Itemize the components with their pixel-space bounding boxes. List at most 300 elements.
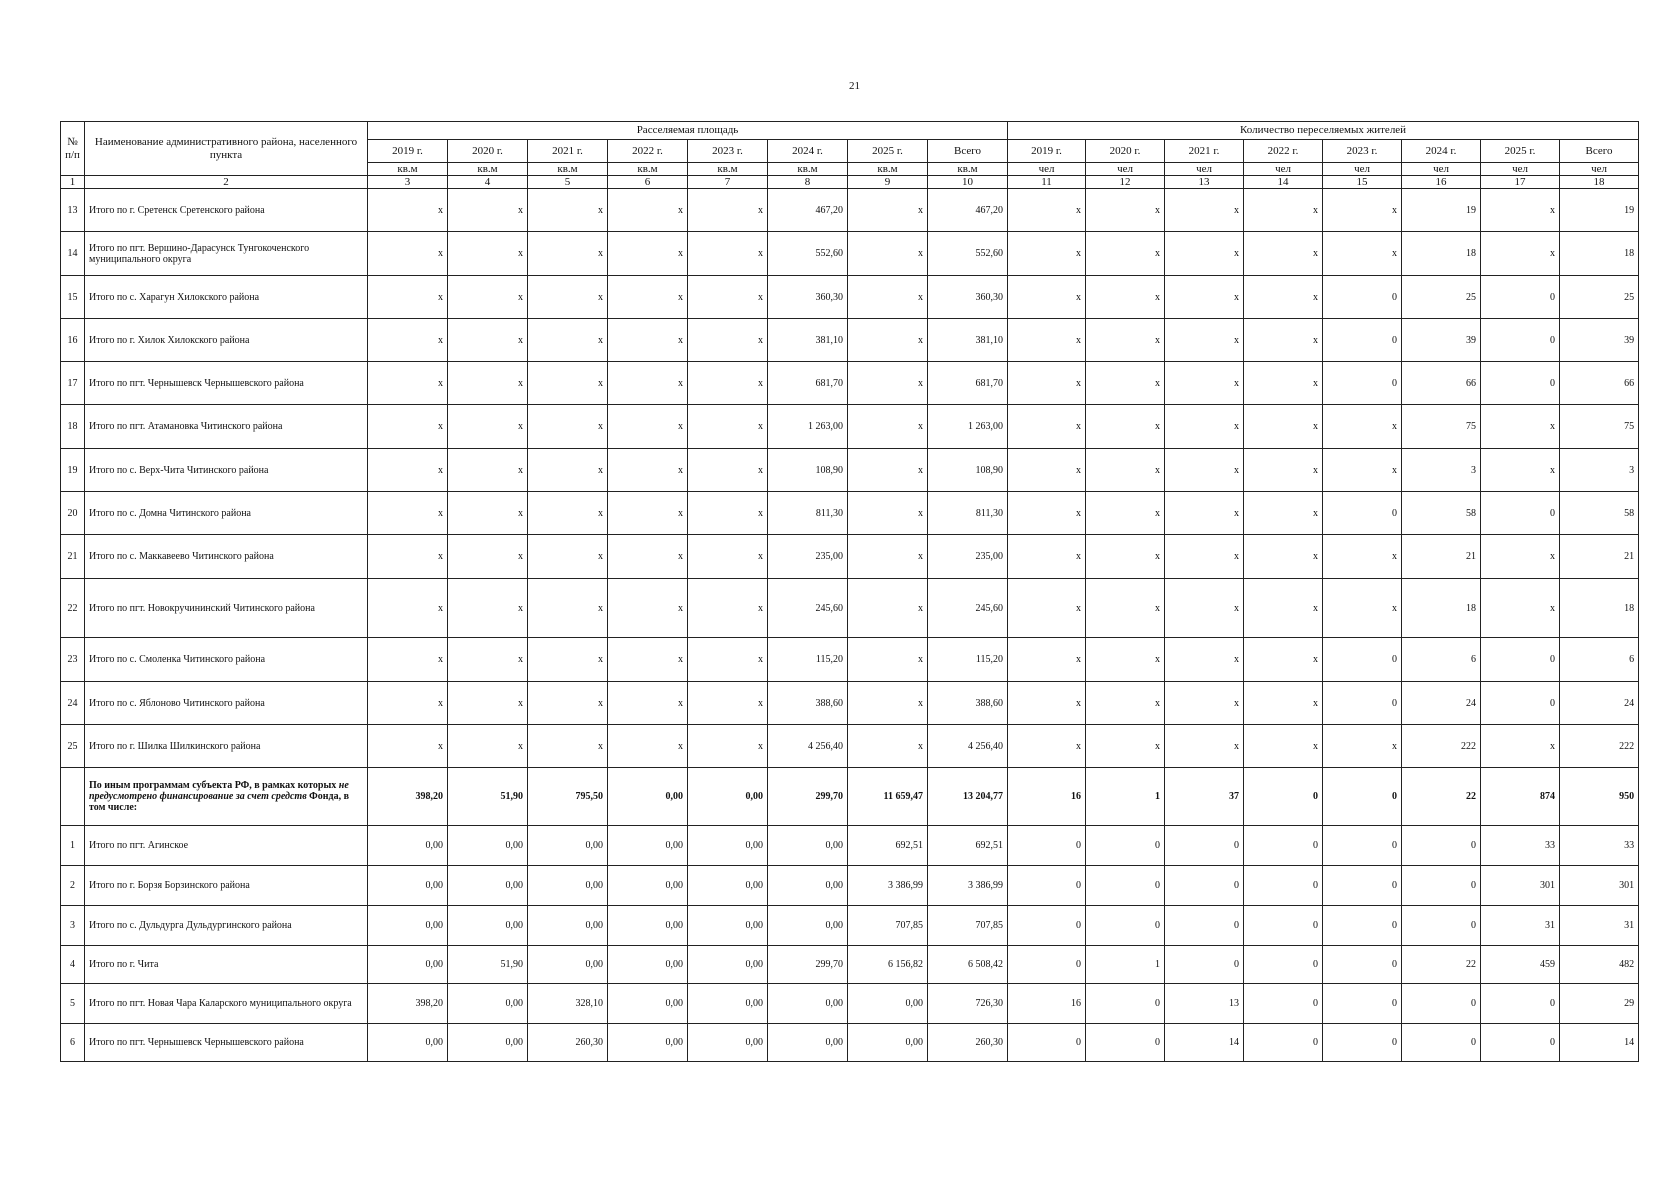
people-cell: x: [1008, 189, 1086, 232]
header-unit-people: чел: [1323, 163, 1402, 176]
area-cell: x: [528, 579, 608, 638]
header-column-number: 12: [1086, 176, 1165, 189]
header-unit-people: чел: [1481, 163, 1560, 176]
area-cell: 0,00: [528, 946, 608, 984]
people-cell: 22: [1402, 768, 1481, 826]
row-name: Итого по г. Шилка Шилкинского района: [85, 725, 368, 768]
people-cell: x: [1086, 535, 1165, 579]
area-cell: 681,70: [768, 362, 848, 405]
people-cell: 0: [1323, 946, 1402, 984]
people-cell: 0: [1323, 276, 1402, 319]
people-cell: x: [1008, 492, 1086, 535]
area-cell: x: [368, 276, 448, 319]
people-cell: x: [1086, 579, 1165, 638]
area-cell: x: [848, 232, 928, 276]
people-cell: 24: [1560, 682, 1639, 725]
people-cell: x: [1244, 276, 1323, 319]
area-cell: 398,20: [368, 768, 448, 826]
area-cell: 0,00: [768, 826, 848, 866]
area-cell: 0,00: [608, 1024, 688, 1062]
people-cell: 58: [1560, 492, 1639, 535]
table-row: [61, 866, 1639, 906]
table-row: [61, 405, 1639, 449]
area-cell: 0,00: [688, 866, 768, 906]
people-cell: 6: [1560, 638, 1639, 682]
header-year-people: 2022 г.: [1244, 140, 1323, 163]
header-column-number: 8: [768, 176, 848, 189]
area-cell: 707,85: [928, 906, 1008, 946]
people-cell: x: [1481, 232, 1560, 276]
area-cell: x: [528, 492, 608, 535]
people-cell: 0: [1165, 906, 1244, 946]
header-unit-people: чел: [1008, 163, 1086, 176]
people-cell: x: [1165, 492, 1244, 535]
header-column-number: 9: [848, 176, 928, 189]
people-cell: x: [1086, 449, 1165, 492]
header-year-area: 2020 г.: [448, 140, 528, 163]
area-cell: 4 256,40: [928, 725, 1008, 768]
area-cell: x: [608, 189, 688, 232]
area-cell: 0,00: [528, 826, 608, 866]
area-cell: x: [848, 362, 928, 405]
table-row: [61, 492, 1639, 535]
people-cell: 0: [1323, 826, 1402, 866]
people-cell: x: [1086, 362, 1165, 405]
header-unit-people: чел: [1086, 163, 1165, 176]
people-cell: 0: [1402, 866, 1481, 906]
area-cell: 3 386,99: [928, 866, 1008, 906]
people-cell: x: [1008, 682, 1086, 725]
area-cell: 811,30: [928, 492, 1008, 535]
header-year-area: 2021 г.: [528, 140, 608, 163]
people-cell: x: [1481, 579, 1560, 638]
people-cell: 0: [1244, 866, 1323, 906]
people-cell: x: [1086, 276, 1165, 319]
area-cell: x: [688, 579, 768, 638]
table-row: [61, 535, 1639, 579]
area-cell: x: [608, 492, 688, 535]
people-cell: x: [1244, 638, 1323, 682]
area-cell: 51,90: [448, 946, 528, 984]
people-cell: 0: [1481, 682, 1560, 725]
people-cell: x: [1086, 405, 1165, 449]
area-cell: 388,60: [768, 682, 848, 725]
area-cell: x: [848, 638, 928, 682]
area-cell: 0,00: [448, 866, 528, 906]
people-cell: x: [1086, 232, 1165, 276]
people-cell: 1: [1086, 768, 1165, 826]
area-cell: 0,00: [688, 906, 768, 946]
row-number: 17: [61, 362, 85, 405]
people-cell: x: [1008, 319, 1086, 362]
people-cell: x: [1481, 405, 1560, 449]
people-cell: x: [1244, 189, 1323, 232]
area-cell: 1 263,00: [768, 405, 848, 449]
area-cell: 795,50: [528, 768, 608, 826]
people-cell: 18: [1560, 579, 1639, 638]
area-cell: 299,70: [768, 768, 848, 826]
people-cell: 0: [1481, 1024, 1560, 1062]
people-cell: x: [1481, 449, 1560, 492]
row-number: 24: [61, 682, 85, 725]
people-cell: 0: [1323, 906, 1402, 946]
area-cell: x: [368, 725, 448, 768]
area-cell: x: [848, 189, 928, 232]
people-cell: 13: [1165, 984, 1244, 1024]
program-name-italic: не предусмотрено финансирование за счет средств: [89, 780, 349, 803]
area-cell: x: [528, 682, 608, 725]
row-name: Итого по с. Харагун Хилокского района: [85, 276, 368, 319]
people-cell: x: [1008, 405, 1086, 449]
header-column-number: 1: [61, 176, 85, 189]
header-unit-area: кв.м: [368, 163, 448, 176]
header-unit-area: кв.м: [848, 163, 928, 176]
header-year-people: 2025 г.: [1481, 140, 1560, 163]
row-number: 3: [61, 906, 85, 946]
row-number: 5: [61, 984, 85, 1024]
area-cell: 0,00: [688, 1024, 768, 1062]
area-cell: 260,30: [528, 1024, 608, 1062]
header-year-people: 2024 г.: [1402, 140, 1481, 163]
people-cell: x: [1086, 492, 1165, 535]
area-cell: 0,00: [528, 866, 608, 906]
resettlement-table: [60, 121, 1639, 1062]
header-year-area: 2023 г.: [688, 140, 768, 163]
area-cell: x: [448, 682, 528, 725]
row-number: 18: [61, 405, 85, 449]
area-cell: 0,00: [848, 984, 928, 1024]
people-cell: 31: [1481, 906, 1560, 946]
area-cell: 6 156,82: [848, 946, 928, 984]
people-cell: 222: [1560, 725, 1639, 768]
area-cell: x: [608, 535, 688, 579]
table-row: [61, 906, 1639, 946]
area-cell: 360,30: [768, 276, 848, 319]
people-cell: x: [1165, 405, 1244, 449]
people-cell: 0: [1008, 1024, 1086, 1062]
row-name: Итого по с. Дульдурга Дульдургинского района: [85, 906, 368, 946]
people-cell: x: [1008, 535, 1086, 579]
header-column-number: 11: [1008, 176, 1086, 189]
people-cell: 0: [1323, 984, 1402, 1024]
people-cell: 459: [1481, 946, 1560, 984]
row-name: Итого по г. Сретенск Сретенского района: [85, 189, 368, 232]
table-row: [61, 768, 1639, 826]
table-row: [61, 319, 1639, 362]
people-cell: 0: [1481, 638, 1560, 682]
people-cell: x: [1244, 725, 1323, 768]
row-number: [61, 768, 85, 826]
people-cell: 21: [1402, 535, 1481, 579]
people-cell: 75: [1402, 405, 1481, 449]
table-row: [61, 189, 1639, 232]
area-cell: x: [688, 405, 768, 449]
people-cell: x: [1008, 638, 1086, 682]
people-cell: x: [1086, 725, 1165, 768]
people-cell: x: [1244, 362, 1323, 405]
header-year-people: 2019 г.: [1008, 140, 1086, 163]
people-cell: 0: [1165, 826, 1244, 866]
header-unit-area: кв.м: [448, 163, 528, 176]
area-cell: 1 263,00: [928, 405, 1008, 449]
area-cell: x: [608, 579, 688, 638]
people-cell: x: [1323, 579, 1402, 638]
area-cell: 245,60: [768, 579, 848, 638]
header-unit-area: кв.м: [928, 163, 1008, 176]
header-year-area: Всего: [928, 140, 1008, 163]
people-cell: x: [1165, 189, 1244, 232]
header-column-number: 14: [1244, 176, 1323, 189]
header-num: № п/п: [61, 122, 85, 176]
people-cell: x: [1165, 362, 1244, 405]
header-unit-people: чел: [1244, 163, 1323, 176]
people-cell: x: [1244, 405, 1323, 449]
people-cell: 66: [1560, 362, 1639, 405]
people-cell: x: [1165, 579, 1244, 638]
row-number: 4: [61, 946, 85, 984]
area-cell: 0,00: [608, 826, 688, 866]
people-cell: 0: [1086, 826, 1165, 866]
area-cell: x: [528, 189, 608, 232]
people-cell: 0: [1244, 946, 1323, 984]
area-cell: x: [368, 579, 448, 638]
row-number: 14: [61, 232, 85, 276]
people-cell: 0: [1244, 826, 1323, 866]
people-cell: x: [1244, 682, 1323, 725]
people-cell: x: [1481, 189, 1560, 232]
header-year-area: 2025 г.: [848, 140, 928, 163]
area-cell: x: [448, 405, 528, 449]
area-cell: x: [368, 449, 448, 492]
people-cell: 0: [1323, 319, 1402, 362]
row-number: 21: [61, 535, 85, 579]
area-cell: x: [608, 362, 688, 405]
area-cell: x: [688, 449, 768, 492]
area-cell: 108,90: [928, 449, 1008, 492]
people-cell: 301: [1560, 866, 1639, 906]
area-cell: x: [608, 682, 688, 725]
area-cell: 692,51: [848, 826, 928, 866]
header-year-people: 2023 г.: [1323, 140, 1402, 163]
people-cell: 0: [1481, 362, 1560, 405]
people-cell: 25: [1560, 276, 1639, 319]
area-cell: 115,20: [928, 638, 1008, 682]
row-name: Итого по пгт. Атамановка Читинского района: [85, 405, 368, 449]
header-unit-people: чел: [1165, 163, 1244, 176]
area-cell: x: [848, 535, 928, 579]
area-cell: 4 256,40: [768, 725, 848, 768]
people-cell: x: [1481, 725, 1560, 768]
area-cell: 235,00: [768, 535, 848, 579]
people-cell: 0: [1481, 319, 1560, 362]
header-unit-area: кв.м: [688, 163, 768, 176]
area-cell: x: [608, 232, 688, 276]
area-cell: x: [448, 319, 528, 362]
area-cell: 260,30: [928, 1024, 1008, 1062]
area-cell: 467,20: [928, 189, 1008, 232]
row-name: Итого по пгт. Агинское: [85, 826, 368, 866]
people-cell: 24: [1402, 682, 1481, 725]
row-name: Итого по г. Чита: [85, 946, 368, 984]
people-cell: 0: [1402, 1024, 1481, 1062]
table-body: [61, 189, 1639, 1062]
area-cell: x: [448, 276, 528, 319]
area-cell: 381,10: [768, 319, 848, 362]
people-cell: 33: [1560, 826, 1639, 866]
row-name: Итого по с. Смоленка Читинского района: [85, 638, 368, 682]
people-cell: 0: [1008, 906, 1086, 946]
people-cell: x: [1008, 362, 1086, 405]
people-cell: 0: [1402, 906, 1481, 946]
row-name: Итого по с. Маккавеево Читинского района: [85, 535, 368, 579]
area-cell: 0,00: [368, 866, 448, 906]
people-cell: 0: [1402, 826, 1481, 866]
header-year-people: 2020 г.: [1086, 140, 1165, 163]
people-cell: x: [1323, 232, 1402, 276]
area-cell: x: [608, 725, 688, 768]
header-year-area: 2024 г.: [768, 140, 848, 163]
area-cell: 13 204,77: [928, 768, 1008, 826]
header-column-number: 10: [928, 176, 1008, 189]
header-column-number: 3: [368, 176, 448, 189]
people-cell: x: [1165, 682, 1244, 725]
row-number: 13: [61, 189, 85, 232]
area-cell: 0,00: [768, 1024, 848, 1062]
area-cell: x: [528, 232, 608, 276]
area-cell: x: [688, 189, 768, 232]
area-cell: x: [688, 232, 768, 276]
area-cell: x: [448, 232, 528, 276]
area-cell: 360,30: [928, 276, 1008, 319]
row-number: 15: [61, 276, 85, 319]
people-cell: 16: [1008, 984, 1086, 1024]
area-cell: 0,00: [608, 984, 688, 1024]
people-cell: 0: [1323, 1024, 1402, 1062]
area-cell: x: [448, 449, 528, 492]
area-cell: 6 508,42: [928, 946, 1008, 984]
area-cell: 398,20: [368, 984, 448, 1024]
program-name-part1: По иным программам субъекта РФ, в рамках которых: [89, 780, 339, 792]
header-column-number: 7: [688, 176, 768, 189]
people-cell: 0: [1323, 682, 1402, 725]
people-cell: 37: [1165, 768, 1244, 826]
people-cell: x: [1165, 232, 1244, 276]
area-cell: x: [368, 535, 448, 579]
people-cell: 21: [1560, 535, 1639, 579]
area-cell: 245,60: [928, 579, 1008, 638]
table-row: [61, 984, 1639, 1024]
area-cell: x: [848, 492, 928, 535]
people-cell: 19: [1402, 189, 1481, 232]
people-cell: 25: [1402, 276, 1481, 319]
people-cell: 33: [1481, 826, 1560, 866]
people-cell: 0: [1323, 362, 1402, 405]
people-cell: 482: [1560, 946, 1639, 984]
people-cell: 0: [1165, 946, 1244, 984]
header-unit-people: чел: [1402, 163, 1481, 176]
area-cell: x: [528, 449, 608, 492]
area-cell: 0,00: [768, 906, 848, 946]
area-cell: 328,10: [528, 984, 608, 1024]
area-cell: x: [688, 276, 768, 319]
people-cell: x: [1244, 232, 1323, 276]
people-cell: x: [1165, 449, 1244, 492]
area-cell: 0,00: [448, 826, 528, 866]
header-year-people: 2021 г.: [1165, 140, 1244, 163]
row-name: Итого по с. Яблоново Читинского района: [85, 682, 368, 725]
area-cell: 0,00: [768, 984, 848, 1024]
area-cell: 0,00: [768, 866, 848, 906]
people-cell: x: [1086, 319, 1165, 362]
row-name: Итого по пгт. Новокручининский Читинского района: [85, 579, 368, 638]
people-cell: 0: [1086, 1024, 1165, 1062]
area-cell: 3 386,99: [848, 866, 928, 906]
people-cell: 0: [1244, 906, 1323, 946]
table-row: [61, 276, 1639, 319]
area-cell: 388,60: [928, 682, 1008, 725]
table-header: [61, 122, 1639, 189]
people-cell: 0: [1008, 946, 1086, 984]
header-year-people: Всего: [1560, 140, 1639, 163]
header-column-number: 5: [528, 176, 608, 189]
people-cell: 6: [1402, 638, 1481, 682]
people-cell: 3: [1402, 449, 1481, 492]
area-cell: 552,60: [768, 232, 848, 276]
people-cell: x: [1008, 725, 1086, 768]
people-cell: 14: [1165, 1024, 1244, 1062]
people-cell: x: [1165, 319, 1244, 362]
table-row: [61, 638, 1639, 682]
area-cell: x: [368, 232, 448, 276]
people-cell: x: [1244, 319, 1323, 362]
area-cell: 707,85: [848, 906, 928, 946]
area-cell: x: [368, 362, 448, 405]
people-cell: 0: [1244, 768, 1323, 826]
header-column-number: 2: [85, 176, 368, 189]
people-cell: x: [1323, 405, 1402, 449]
people-cell: x: [1008, 449, 1086, 492]
people-cell: x: [1481, 535, 1560, 579]
row-name: Итого по пгт. Чернышевск Чернышевского района: [85, 362, 368, 405]
header-name: Наименование административного района, населенного пункта: [85, 122, 368, 176]
area-cell: x: [848, 579, 928, 638]
area-cell: 726,30: [928, 984, 1008, 1024]
area-cell: x: [448, 535, 528, 579]
header-column-number: 4: [448, 176, 528, 189]
row-name: Итого по пгт. Чернышевск Чернышевского района: [85, 1024, 368, 1062]
people-cell: 0: [1086, 866, 1165, 906]
people-cell: x: [1165, 725, 1244, 768]
people-cell: 18: [1560, 232, 1639, 276]
area-cell: 0,00: [688, 984, 768, 1024]
area-cell: x: [608, 276, 688, 319]
area-cell: 467,20: [768, 189, 848, 232]
people-cell: 0: [1323, 638, 1402, 682]
people-cell: 58: [1402, 492, 1481, 535]
area-cell: x: [528, 638, 608, 682]
area-cell: x: [688, 319, 768, 362]
table-row: [61, 826, 1639, 866]
header-year-area: 2019 г.: [368, 140, 448, 163]
area-cell: x: [528, 535, 608, 579]
area-cell: x: [848, 725, 928, 768]
people-cell: x: [1008, 579, 1086, 638]
people-cell: x: [1165, 638, 1244, 682]
area-cell: x: [448, 725, 528, 768]
area-cell: x: [368, 319, 448, 362]
people-cell: 0: [1244, 1024, 1323, 1062]
program-row-name: [85, 768, 368, 826]
